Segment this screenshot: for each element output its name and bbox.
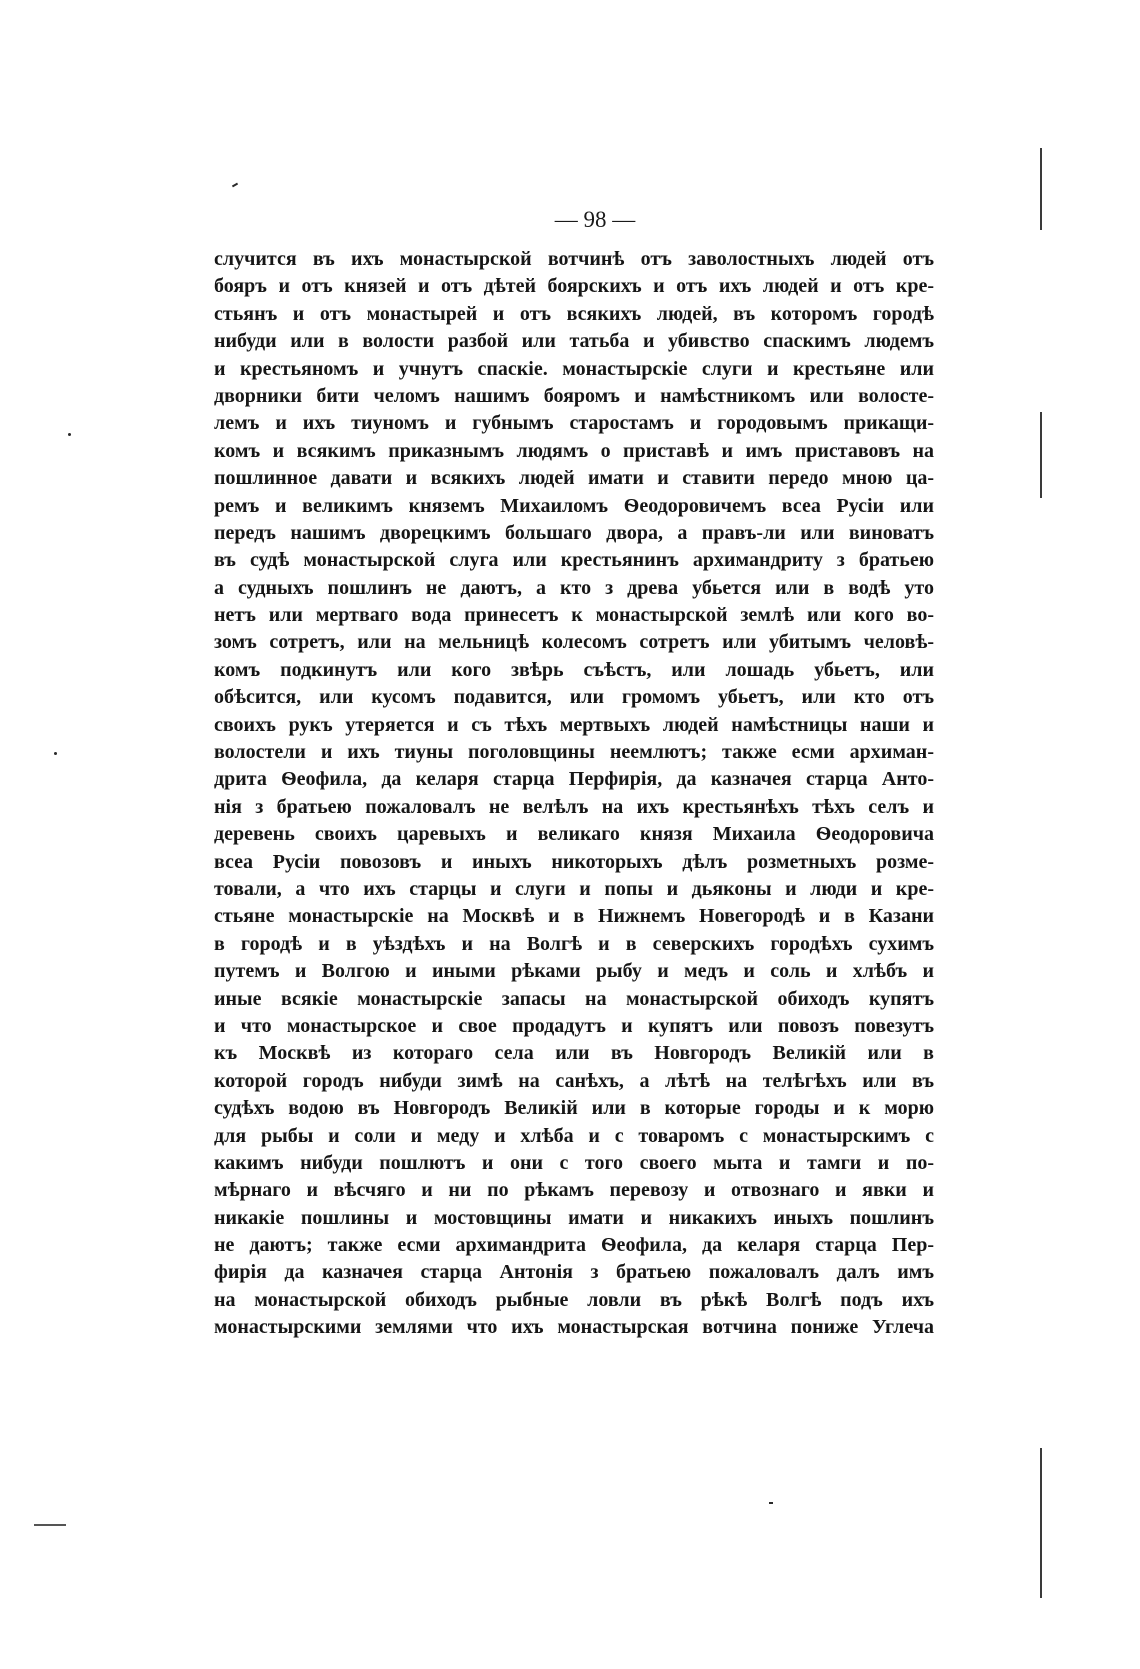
scan-speck (68, 433, 71, 436)
scan-edge-line (1040, 412, 1042, 498)
text-line: своихъ рукъ утеряется и съ тѣхъ мертвыхъ людей намѣстницы наши и (214, 713, 934, 736)
text-line: стьянъ и отъ монастырей и отъ всякихъ людей, въ которомъ городѣ (214, 302, 934, 325)
text-line: и что монастырское и свое продадутъ и купятъ или повозъ повезутъ (214, 1014, 934, 1037)
text-line: нія з братьею пожаловалъ не велѣлъ на ихъ крестьянѣхъ тѣхъ селъ и (214, 795, 934, 818)
text-line: деревень своихъ царевыхъ и великаго князя Михаила Ѳеодоровича (214, 823, 934, 846)
text-line: стьяне монастырскіе на Москвѣ и в Нижнемъ Новегородѣ и в Казани (214, 905, 934, 928)
scan-edge-line (1040, 1448, 1042, 1598)
text-line: комъ подкинутъ или кого звѣрь съѣстъ, или лошадь убьетъ, или (214, 658, 934, 681)
text-line: нетъ или мертваго вода принесетъ к монастырской землѣ или кого во- (214, 604, 934, 627)
text-line: къ Москвѣ из котораго села или въ Новгородъ Великій или в (214, 1042, 934, 1065)
text-line: бояръ и отъ князей и отъ дѣтей боярскихъ и отъ ихъ людей и отъ кре- (214, 275, 934, 298)
text-line: лемъ и ихъ тиуномъ и губнымъ старостамъ и городовымъ прикащи- (214, 412, 934, 435)
text-line: пошлинное давати и всякихъ людей имати и ставити передо мною ца- (214, 467, 934, 490)
text-line: волостели и ихъ тиуны поголовщины неемлютъ; также есми архиман- (214, 741, 934, 764)
scan-speck (54, 752, 57, 755)
scan-speck (769, 1502, 773, 1504)
text-line: для рыбы и соли и меду и хлѣба и с товаромъ с монастырскимъ с (214, 1124, 934, 1147)
body-text (214, 246, 934, 1342)
text-line: никакіе пошлины и мостовщины имати и никакихъ иныхъ пошлинъ (214, 1206, 934, 1229)
text-line: фирія да казначея старца Антонія з братьею пожаловалъ далъ имъ (214, 1261, 934, 1284)
text-line: комъ и всякимъ приказнымъ людямъ о приставѣ и имъ приставовъ на (214, 439, 934, 462)
text-line: въ судѣ монастырской слуга или крестьянинъ архимандриту з братьею (214, 549, 934, 572)
text-line: какимъ нибуди пошлютъ и они с того своего мыта и тамги и по- (214, 1151, 934, 1174)
text-line: а судныхъ пошлинъ не даютъ, а кто з древа убьется или в водѣ уто (214, 576, 934, 599)
scan-speck (232, 183, 238, 188)
text-line: в городѣ и в уѣздѣхъ и на Волгѣ и в северскихъ городѣхъ сухимъ (214, 932, 934, 955)
text-line: мѣрнаго и вѣсчяго и ни по рѣкамъ перевозу и отвознаго и явки и (214, 1179, 934, 1202)
text-line: обѣсится, или кусомъ подавится, или громомъ убьетъ, или кто отъ (214, 686, 934, 709)
text-line: монастырскими землями что ихъ монастырская вотчина пониже Углеча (214, 1316, 934, 1339)
text-line: случится въ ихъ монастырской вотчинѣ отъ заволостныхъ людей отъ (214, 248, 934, 270)
text-line: и крестьяномъ и учнутъ спаскіе. монастырскіе слуги и крестьяне или (214, 357, 934, 380)
text-line: дрита Ѳеофила, да келаря старца Перфирія, да казначея старца Анто- (214, 768, 934, 791)
text-line: судѣхъ водою въ Новгородъ Великій или в которые городы и к морю (214, 1097, 934, 1120)
text-line: товали, а что ихъ старцы и слуги и попы и дьяконы и люди и кре- (214, 877, 934, 900)
text-line: не даютъ; также есми архимандрита Ѳеофила, да келаря старца Пер- (214, 1234, 934, 1257)
text-line: путемъ и Волгою и иными рѣками рыбу и медъ и соль и хлѣбъ и (214, 960, 934, 983)
text-line: дворники бити челомъ нашимъ бояромъ и намѣстникомъ или волосте- (214, 384, 934, 407)
text-line: ремъ и великимъ княземъ Михаиломъ Ѳеодоровичемъ всеа Русіи или (214, 494, 934, 517)
page-number: — 98 — (554, 207, 636, 232)
text-line: иные всякіе монастырскіе запасы на монастырской обиходъ купятъ (214, 987, 934, 1010)
text-line: которой городъ нибуди зимѣ на санѣхъ, а лѣтѣ на телѣгѣхъ или въ (214, 1069, 934, 1092)
scan-speck (34, 1524, 66, 1526)
text-line: нибуди или в волости разбой или татьба и убивство спаскимъ людемъ (214, 330, 934, 353)
text-line: на монастырской обиходъ рыбные ловли въ рѣкѣ Волгѣ подъ ихъ (214, 1288, 934, 1311)
text-line: всеа Русіи повозовъ и иныхъ никоторыхъ дѣлъ розметныхъ розме- (214, 850, 934, 873)
text-line: зомъ сотретъ, или на мельницѣ колесомъ сотретъ или убитымъ человѣ- (214, 631, 934, 654)
text-line: передъ нашимъ дворецкимъ большаго двора, а правъ-ли или виноватъ (214, 521, 934, 544)
